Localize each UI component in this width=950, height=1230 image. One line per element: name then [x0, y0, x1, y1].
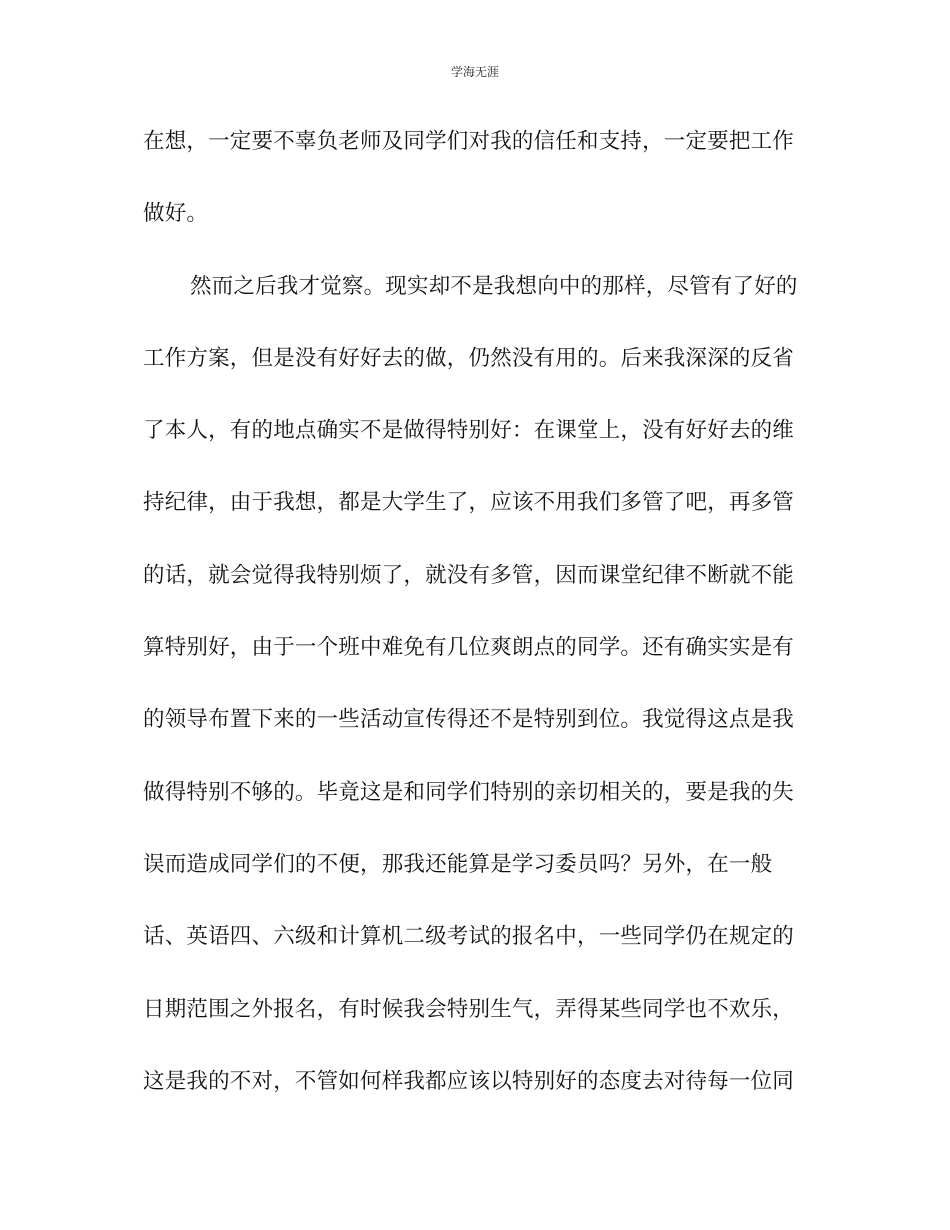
text-line: 的领导布置下来的一些活动宣传得还不是特别到位。我觉得这点是我: [143, 707, 795, 733]
page-header: 学海无涯: [450, 65, 499, 79]
text-line: 的话，就会觉得我特别烦了，就没有多管，因而课堂纪律不断就不能: [143, 562, 795, 588]
text-line: 算特别好，由于一个班中难免有几位爽朗点的同学。还有确实实是有: [143, 635, 795, 661]
text-line: 误而造成同学们的不便，那我还能算是学习委员吗？另外，在一般: [143, 851, 773, 877]
text-line: 工作方案，但是没有好好去的做，仍然没有用的。后来我深深的反省: [143, 345, 795, 371]
text-line: 做好。: [143, 201, 209, 227]
text-line: 做得特别不够的。毕竟这是和同学们特别的亲切相关的，要是我的失: [143, 779, 795, 805]
body-text: [143, 118, 803, 1130]
text-line: 持纪律，由于我想，都是大学生了，应该不用我们多管了吧，再多管: [143, 490, 795, 516]
text-line: 日期范围之外报名，有时候我会特别生气，弄得某些同学也不欢乐，: [143, 996, 795, 1022]
paragraph-start-line: 然而之后我才觉察。现实却不是我想向中的那样，尽管有了好的: [190, 273, 798, 299]
text-line: 这是我的不对，不管如何样我都应该以特别好的态度去对待每一位同: [143, 1068, 795, 1094]
text-line: 话、英语四、六级和计算机二级考试的报名中，一些同学仍在规定的: [143, 924, 795, 950]
text-line: 了本人，有的地点确实不是做得特别好：在课堂上，没有好好去的维: [143, 418, 795, 444]
text-line: 在想，一定要不辜负老师及同学们对我的信任和支持，一定要把工作: [143, 129, 795, 154]
